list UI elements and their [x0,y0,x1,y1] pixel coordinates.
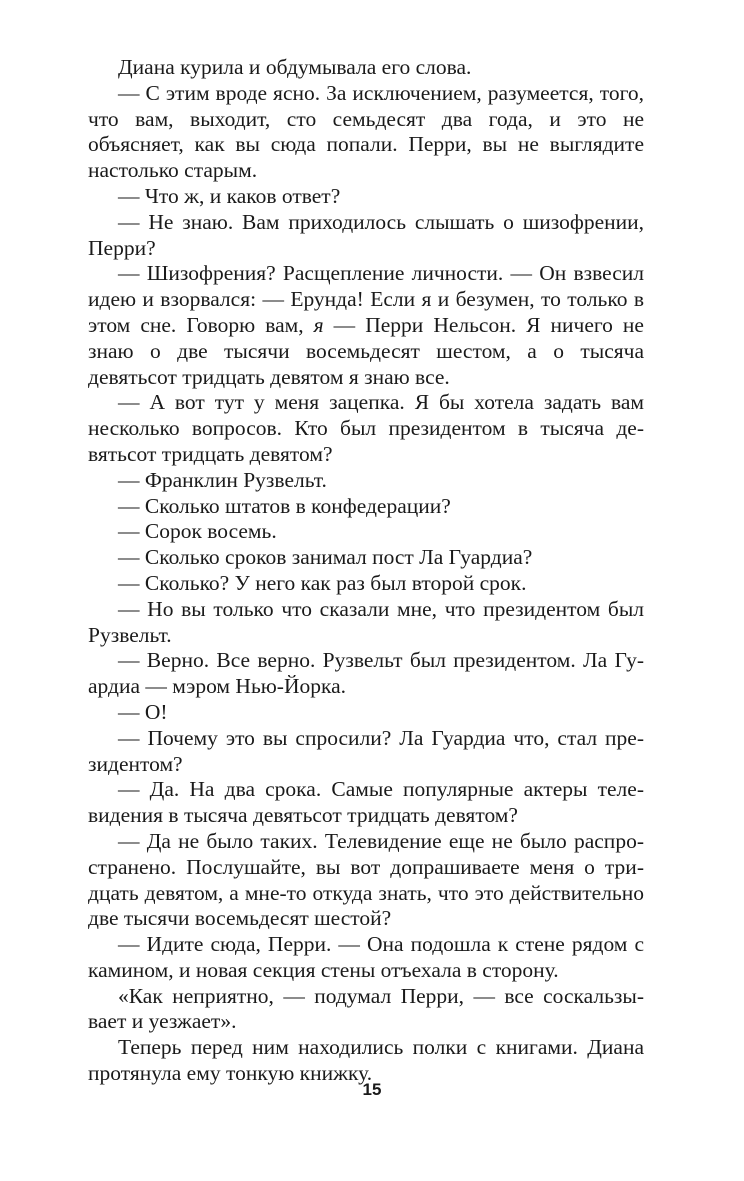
paragraph [88,261,644,390]
paragraph: — Не знаю. Вам приходилось слышать о шизофрении, Перри? [88,209,644,260]
paragraph: Теперь перед ним находились полки с книгами. Диана протянула ему тонкую книжку. [88,1035,644,1086]
paragraph-text: — Перри Нельсон. Я ничего не знаю о две тысячи восемьдесят шестом, а о тысяча девятьсот тридцать девятом я знаю все. [88,312,644,389]
paragraph: — О! [118,699,168,724]
paragraph: — Сколько? У него как раз был второй срок. [118,570,527,595]
paragraph: Диана курила и обдумывала его слова. [118,55,472,79]
paragraph: — Сколько сроков занимал пост Ла Гуардиа? [118,545,533,570]
paragraph: — Почему это вы спросили? Ла Гуардиа что, стал президентом? [88,725,644,776]
paragraph: — Что ж, и каков ответ? [118,183,341,208]
paragraph: «Как неприятно, — подумал Перри, — все соскальзывает и уезжает». [88,983,644,1034]
emphasized-pronoun: я [313,312,324,337]
paragraph: — Франклин Рузвельт. [118,467,327,492]
paragraph: — Сколько штатов в конфедерации? [118,493,451,518]
paragraph: — С этим вроде ясно. За исключением, разумеется, того, что вам, выходит, сто семьдесят два года, и это не объясняет, как вы сюда попали. Перри, вы не выглядите настолько старым. [88,80,644,183]
paragraph: — Да. На два срока. Самые популярные актеры телевидения в тысяча девятьсот тридцать девятом? [88,777,644,828]
paragraph: — А вот тут у меня зацепка. Я бы хотела задать вам несколько вопросов. Кто был президентом в тысяча девятьсот тридцать девятом? [88,390,644,466]
paragraph-text: — Шизофрения? Расщепление личности. — Он взвесил идею и взорвался: — Ерунда! Если я и безумен, то только в этом сне. Говорю вам, [88,261,644,337]
paragraph: — Идите сюда, Перри. — Она подошла к стене рядом с камином, и новая секция стены отъехала в сторону. [88,932,644,982]
page-text [88,55,644,1087]
page-number: 15 [362,1080,382,1099]
paragraph: — Верно. Все верно. Рузвельт был президентом. Ла Гуардиа — мэром Нью-Йорка. [88,648,644,699]
paragraph: — Но вы только что сказали мне, что президентом был Рузвельт. [88,596,644,647]
paragraph: — Да не было таких. Телевидение еще не было распространено. Послушайте, вы вот допрашиваете меня о тридцать девятом, а мне-то откуда знать, что это действительно две тысячи восемьдесят шестой? [88,828,644,931]
paragraph: — Сорок восемь. [118,519,277,544]
